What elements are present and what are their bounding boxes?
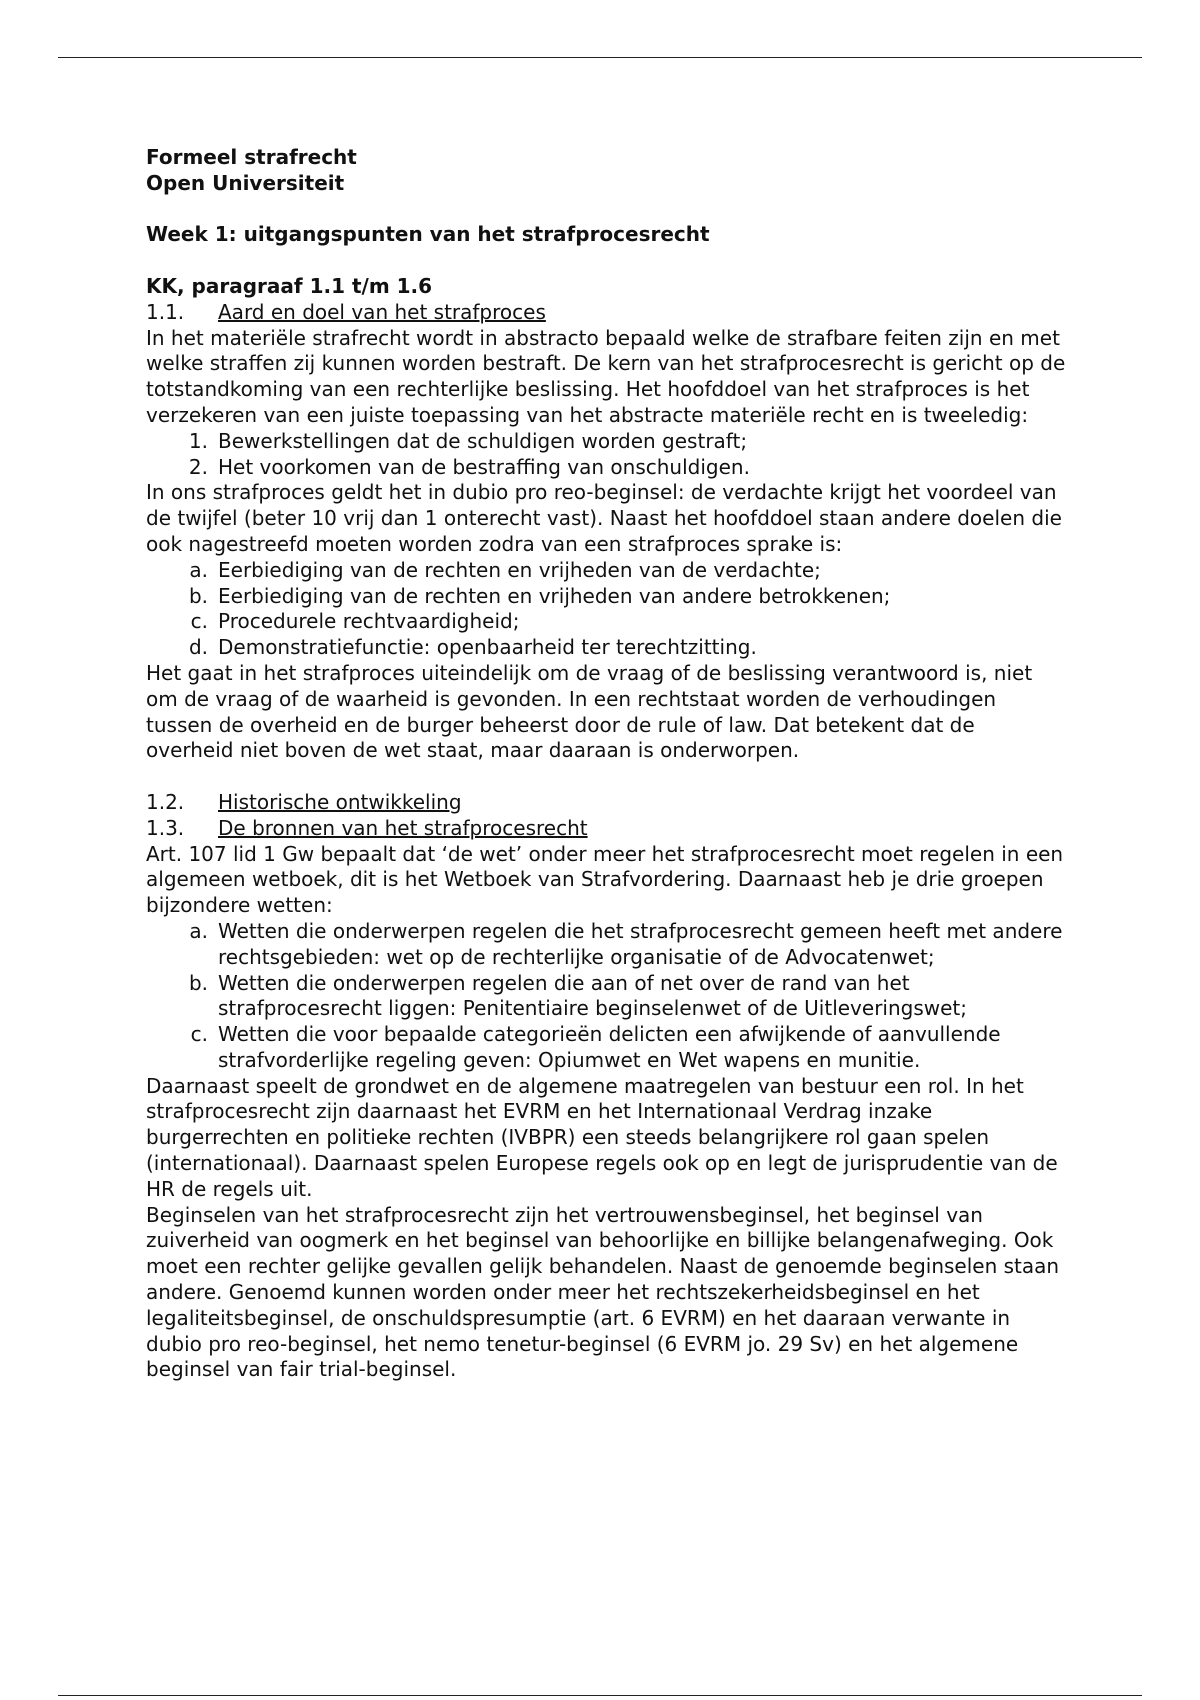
list-item-text: Procedurele rechtvaardigheid;: [218, 609, 520, 634]
list-item-text: Bewerkstellingen dat de schuldigen worden gestraft;: [218, 428, 748, 453]
spacer: [146, 197, 1066, 223]
section-number: 1.3.: [146, 815, 185, 840]
list-item: [146, 455, 1066, 481]
list-item: [146, 971, 1066, 1023]
list-marker: c.: [190, 609, 208, 634]
list-item: [146, 429, 1066, 455]
list-marker: b.: [188, 583, 208, 608]
spacer: [146, 764, 1066, 790]
section-number: 1.2.: [146, 789, 185, 814]
list-item: [146, 1022, 1066, 1074]
paragraph: In ons strafproces geldt het in dubio pro reo-beginsel: de verdachte krijgt het voordeel van de twijfel (beter 10 vrij dan 1 onterecht vast). Naast het hoofddoel staan andere doelen die ook nagestreefd moeten worden zodra van een strafproces sprake is:: [146, 480, 1062, 556]
list-marker: d.: [188, 635, 208, 660]
section-number: 1.1.: [146, 299, 185, 324]
paragraph: Beginselen van het strafprocesrecht zijn het vertrouwensbeginsel, het beginsel van zuiverheid van oogmerk en het beginsel van behoorlijke en billijke belangenafweging. Ook moet een rechter gelijke gevallen gelijk behandelen. Naast de genoemde beginselen staan andere. Genoemd kunnen worden onder meer het rechtszekerheidsbeginsel en het legaliteitsbeginsel, de onschuldspresumptie (art. 6 EVRM) en het daaraan verwante in dubio pro reo-beginsel, het nemo tenetur-beginsel (6 EVRM jo. 29 Sv) en het algemene beginsel van fair trial-beginsel.: [146, 1202, 1060, 1382]
paragraph: Het gaat in het strafproces uiteindelijk om de vraag of de beslissing verantwoord is, niet om de vraag of de waarheid is gevonden. In een rechtstaat worden de verhoudingen tussen de overheid en de burger beheerst door de rule of law. Dat betekent dat de overheid niet boven de wet staat, maar daaraan is onderworpen.: [146, 660, 1033, 763]
section-title: De bronnen van het strafprocesrecht: [218, 815, 588, 840]
lettered-list: [146, 919, 1066, 1074]
lettered-list: [146, 558, 1066, 661]
week-heading: Week 1: uitgangspunten van het strafprocesrecht: [146, 222, 710, 247]
section-heading-1-2: [146, 790, 1066, 816]
paragraph: In het materiële strafrecht wordt in abstracto bepaald welke de strafbare feiten zijn en met welke straffen zij kunnen worden bestraft. De kern van het strafprocesrecht is gericht op de totstandkoming van een rechterlijke beslissing. Het hoofddoel van het strafproces is het verzekeren van een juiste toepassing van het abstracte materiële recht en is tweeledig:: [146, 325, 1066, 427]
numbered-list: [146, 429, 1066, 481]
list-item: [146, 558, 1066, 584]
course-title: Formeel strafrecht: [146, 145, 357, 169]
list-marker: 1.: [188, 428, 208, 453]
list-item: [146, 919, 1066, 971]
page-top-rule: [58, 57, 1142, 58]
list-marker: b.: [188, 970, 208, 995]
list-marker: a.: [189, 557, 208, 582]
institution-name: Open Universiteit: [146, 170, 345, 195]
paragraph: Daarnaast speelt de grondwet en de algemene maatregelen van bestuur een rol. In het strafprocesrecht zijn daarnaast het EVRM en het Internationaal Verdrag inzake burgerrechten en politieke rechten (IVBPR) een steeds belangrijkere rol gaan spelen (internationaal). Daarnaast spelen Europese regels ook op en legt de jurisprudentie van de HR de regels uit.: [146, 1073, 1058, 1201]
list-item-text: Wetten die onderwerpen regelen die aan of net over de rand van het strafprocesrecht liggen: Penitentiaire beginselenwet of de Uitleveringswet;: [218, 970, 968, 1021]
list-marker: a.: [189, 918, 208, 943]
list-item-text: Wetten die onderwerpen regelen die het strafprocesrecht gemeen heeft met andere rechtsgebieden: wet op de rechterlijke organisatie of de Advocatenwet;: [218, 918, 1063, 969]
list-item-text: Wetten die voor bepaalde categorieën delicten een afwijkende of aanvullende strafvorderlijke regeling geven: Opiumwet en Wet wapens en munitie.: [218, 1022, 1001, 1072]
list-item: [146, 584, 1066, 610]
section-heading-1-3: [146, 816, 1066, 842]
list-marker: 2.: [188, 454, 208, 479]
list-marker: c.: [190, 1022, 208, 1047]
list-item-text: Demonstratiefunctie: openbaarheid ter terechtzitting.: [218, 635, 757, 660]
document-body: [146, 145, 1066, 1383]
section-title: Historische ontwikkeling: [218, 789, 462, 814]
paragraph: Art. 107 lid 1 Gw bepaalt dat ‘de wet’ onder meer het strafprocesrecht moet regelen in een algemeen wetboek, dit is het Wetboek van Strafvordering. Daarnaast heb je drie groepen bijzondere wetten:: [146, 841, 1064, 918]
section-heading-1-1: [146, 300, 1066, 326]
list-item: [146, 609, 1066, 635]
list-item-text: Het voorkomen van de bestraffing van onschuldigen.: [218, 454, 750, 479]
section-title: Aard en doel van het strafproces: [218, 299, 546, 324]
reading-heading: KK, paragraaf 1.1 t/m 1.6: [146, 273, 433, 298]
spacer: [146, 248, 1066, 274]
list-item-text: Eerbiediging van de rechten en vrijheden van andere betrokkenen;: [218, 583, 891, 608]
list-item-text: Eerbiediging van de rechten en vrijheden van de verdachte;: [218, 557, 821, 582]
list-item: [146, 635, 1066, 661]
page-bottom-rule: [58, 1695, 1142, 1696]
